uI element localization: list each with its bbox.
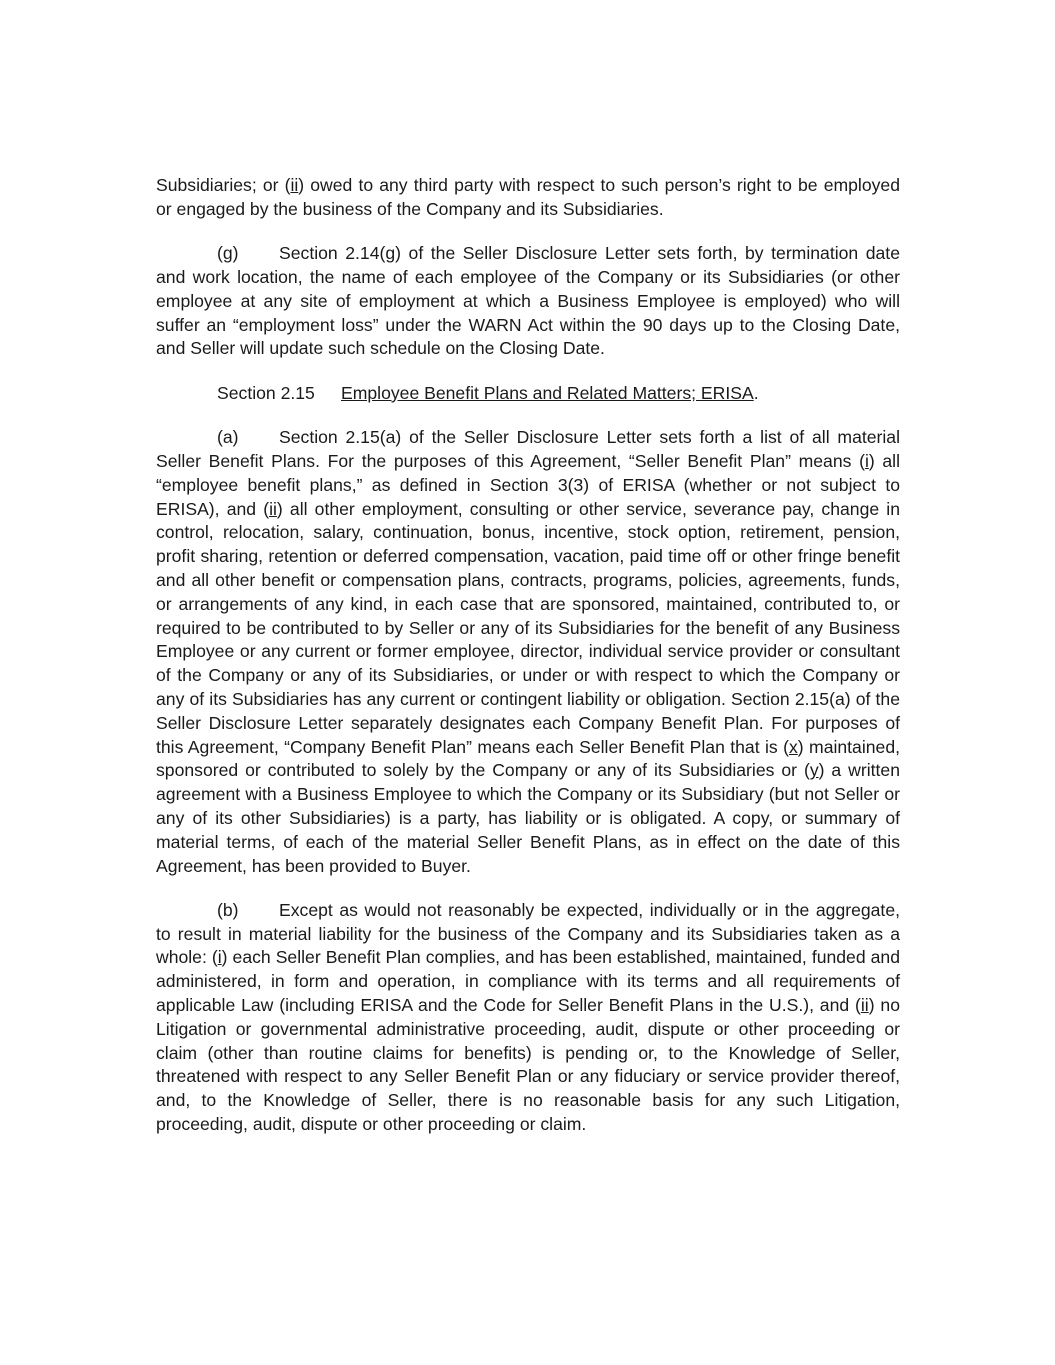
section-heading [156, 382, 900, 406]
section-title: Employee Benefit Plans and Related Matters; ERISA [341, 382, 754, 403]
paragraph-f-continued [156, 174, 900, 222]
text-run: ) maintained, sponsored or contributed to solely by the Company or any of its Subsidiaries or ( [156, 736, 900, 781]
paragraph-g [156, 242, 900, 361]
enum-y: y [809, 760, 819, 781]
document-body [156, 174, 900, 1157]
enum-ii: ii [290, 175, 299, 195]
enum-i: i [217, 947, 222, 968]
section-title-end: . [753, 382, 759, 403]
text-run: ) no Litigation or governmental administrative proceeding, audit, dispute or other proceeding or claim (other than routine claims for benefits) is pending or, to the Knowledge of Seller, threatened with respect to any Seller Benefit Plan or any fiduciary or service provider thereof, and, to the Knowledge of Seller, there is no reasonable basis for any such Litigation, proceeding, audit, dispute or other proceeding or claim. [156, 995, 900, 1135]
section-number: Section 2.15 [217, 382, 315, 403]
enum-i: i [864, 450, 869, 471]
enum-ii: ii [860, 995, 869, 1016]
text-run: ) all other employment, consulting or other service, severance pay, change in control, relocation, salary, continuation, bonus, incentive, stock option, retirement, pension, profit sharing, retention or deferred compensation, vacation, paid time off or other fringe benefit and all other benefit or compensation plans, contracts, programs, policies, agreements, funds, or arrangements of any kind, in each case that are sponsored, maintained, contributed to, or required to be contributed to by Seller or any of its Subsidiaries for the benefit of any Business Employee or any current or former employee, director, individual service provider or consultant of the Company or any of its Subsidiaries, or under or with respect to which the Company or any of its Subsidiaries has any current or contingent liability or obligation. Section 2.15(a) of the Seller Disclosure Letter separately designates each Company Benefit Plan. For purposes of this Agreement, “Company Benefit Plan” means each Seller Benefit Plan that is ( [156, 498, 900, 757]
enum-x: x [788, 736, 798, 757]
text-run: ) owed to any third party with respect to such person’s right to be employed or engaged by the business of the Company and its Subsidiaries. [156, 175, 900, 219]
paragraph-label-a: (a) [217, 427, 239, 448]
text-run: ) all “employee benefit plans,” as defined in Section 3(3) of ERISA (whether or not subject to ERISA), and ( [156, 450, 900, 519]
paragraph-label-b: (b) [217, 899, 239, 920]
paragraph-b [156, 899, 900, 1137]
paragraph-a [156, 426, 900, 878]
text-run: Section 2.15(a) of the Seller Disclosure Letter sets forth a list of all material Seller Benefit Plans. For the purposes of this Agreement, “Seller Benefit Plan” means ( [156, 427, 900, 471]
text-run: Except as would not reasonably be expected, individually or in the aggregate, to result in material liability for the business of the Company and its Subsidiaries taken as a whole: ( [156, 899, 900, 968]
enum-ii: ii [269, 498, 277, 519]
text-run: ) a written agreement with a Business Employee to which the Company or its Subsidiary (but not Seller or any of its other Subsidiaries) is a party, has liability or is obligated. A copy, or summary of material terms, of each of the material Seller Benefit Plans, as in effect on the date of this Agreement, has been provided to Buyer. [156, 760, 900, 876]
text-run: ) each Seller Benefit Plan complies, and has been established, maintained, funded and administered, in form and operation, in compliance with its terms and all requirements of applicable Law (including ERISA and the Code for Seller Benefit Plans in the U.S.), and ( [156, 947, 900, 1016]
paragraph-label-g: (g) [217, 243, 239, 264]
text-run: Subsidiaries; or ( [156, 175, 291, 195]
paragraph-g-text: Section 2.14(g) of the Seller Disclosure Letter sets forth, by termination date and work location, the name of each employee of the Company or its Subsidiaries (or other employee at any site of employment at which a Business Employee is employed) who will suffer an “employment loss” under the WARN Act within the 90 days up to the Closing Date, and Seller will update such schedule on the Closing Date. [156, 243, 900, 359]
